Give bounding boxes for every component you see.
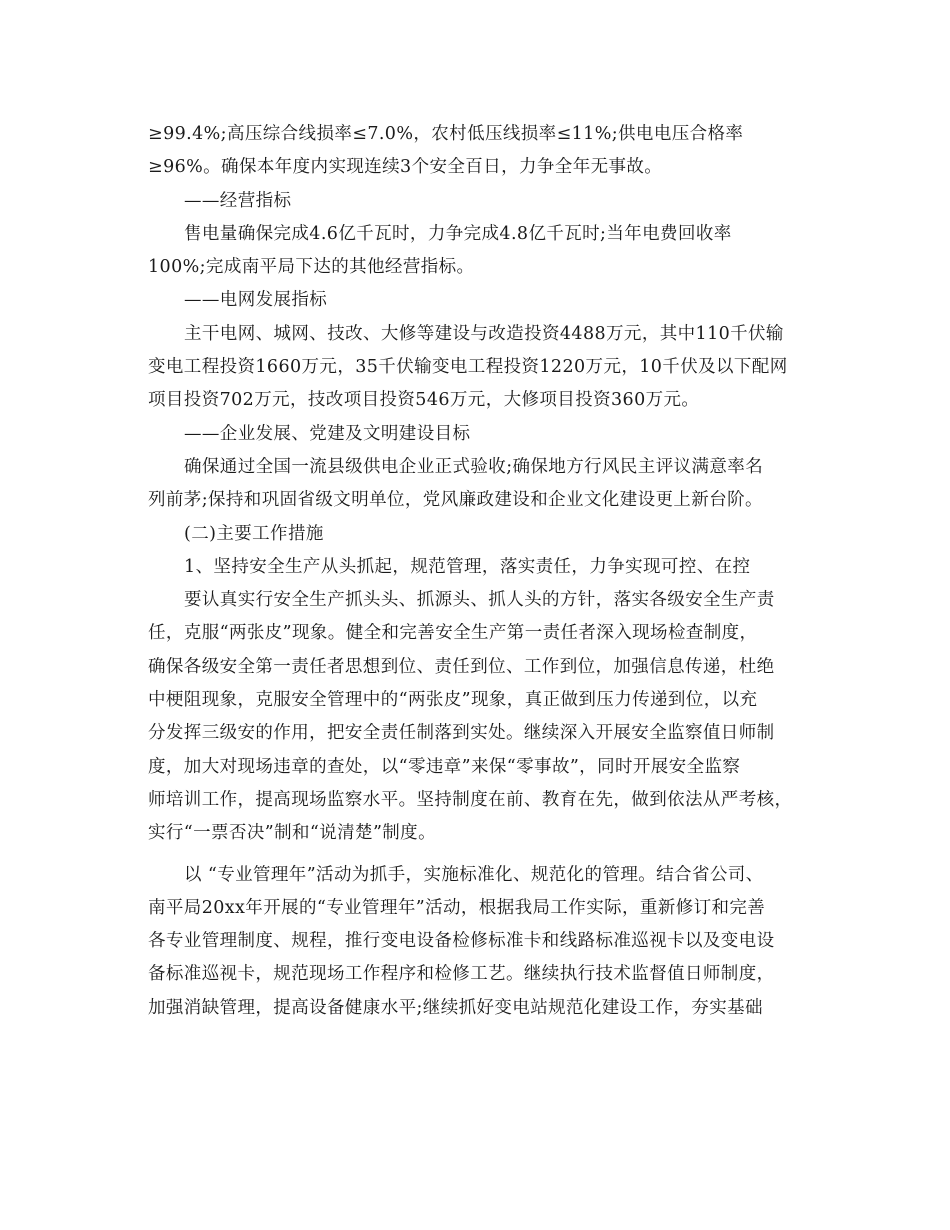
text-line: 师培训工作，提高现场监察水平。坚持制度在前、教育在先，做到依法从严考核， <box>148 789 793 810</box>
text-line: 分发挥三级安的作用，把安全责任制落到实处。继续深入开展安全监察值日师制 <box>148 723 775 744</box>
text-line: ≥99.4%;高压综合线损率≤7.0%，农村低压线损率≤11%;供电电压合格率 <box>148 124 744 144</box>
text-line: 列前茅;保持和巩固省级文明单位，党风廉政建设和企业文化建设更上新台阶。 <box>148 490 763 511</box>
text-line: 主干电网、城网、技改、大修等建设与改造投资4488万元，其中110千伏输 <box>184 323 784 344</box>
text-line: 要认真实行安全生产抓头头、抓源头、抓人头的方针，落实各级安全生产责 <box>184 590 775 611</box>
text-line: 100%;完成南平局下达的其他经营指标。 <box>148 257 475 278</box>
text-line: ≥96%。确保本年度内实现连续3个安全百日，力争全年无事故。 <box>148 157 663 178</box>
text-line: 备标准巡视卡，规范现场工作程序和检修工艺。继续执行技术监督值日师制度， <box>148 964 775 985</box>
text-line: 任，克服“两张皮”现象。健全和完善安全生产第一责任者深入现场检查制度， <box>148 623 758 644</box>
text-line: 加强消缺管理，提高设备健康水平;继续抓好变电站规范化建设工作，夯实基础 <box>148 997 763 1018</box>
text-line: 确保通过全国一流县级供电企业正式验收;确保地方行风民主评议满意率名 <box>184 456 764 477</box>
text-line: ——电网发展指标 <box>184 290 328 311</box>
text-line: 变电工程投资1660万元，35千伏输变电工程投资1220万元，10千伏及以下配网 <box>148 357 788 378</box>
text-line: ——经营指标 <box>184 190 292 211</box>
text-line: ——企业发展、党建及文明建设目标 <box>184 423 471 444</box>
document-body <box>148 118 810 1025</box>
text-line: 各专业管理制度、规程，推行变电设备检修标准卡和线路标准巡视卡以及变电设 <box>148 931 775 952</box>
text-line: 南平局20xx年开展的“专业管理年”活动，根据我局工作实际，重新修订和完善 <box>148 897 766 918</box>
text-line: 中梗阻现象，克服安全管理中的“两张皮”现象，真正做到压力传递到位，以充 <box>148 690 758 711</box>
text-line: 确保各级安全第一责任者思想到位、责任到位、工作到位，加强信息传递，杜绝 <box>148 656 775 677</box>
text-line: 以 “专业管理年”活动为抓手，实施标准化、规范化的管理。结合省公司、 <box>184 864 764 885</box>
text-line: 1、坚持安全生产从头抓起，规范管理，落实责任，力争实现可控、在控 <box>184 556 751 577</box>
text-line: 项目投资702万元，技改项目投资546万元，大修项目投资360万元。 <box>148 390 700 411</box>
text-line: 售电量确保完成4.6亿千瓦时，力争完成4.8亿千瓦时;当年电费回收率 <box>184 223 732 244</box>
text-line: 度，加大对现场违章的查处，以“零违章”来保“零事故”，同时开展安全监察 <box>148 756 741 777</box>
text-line: (二)主要工作措施 <box>184 523 324 544</box>
text-line: 实行“一票否决”制和“说清楚”制度。 <box>148 823 436 844</box>
